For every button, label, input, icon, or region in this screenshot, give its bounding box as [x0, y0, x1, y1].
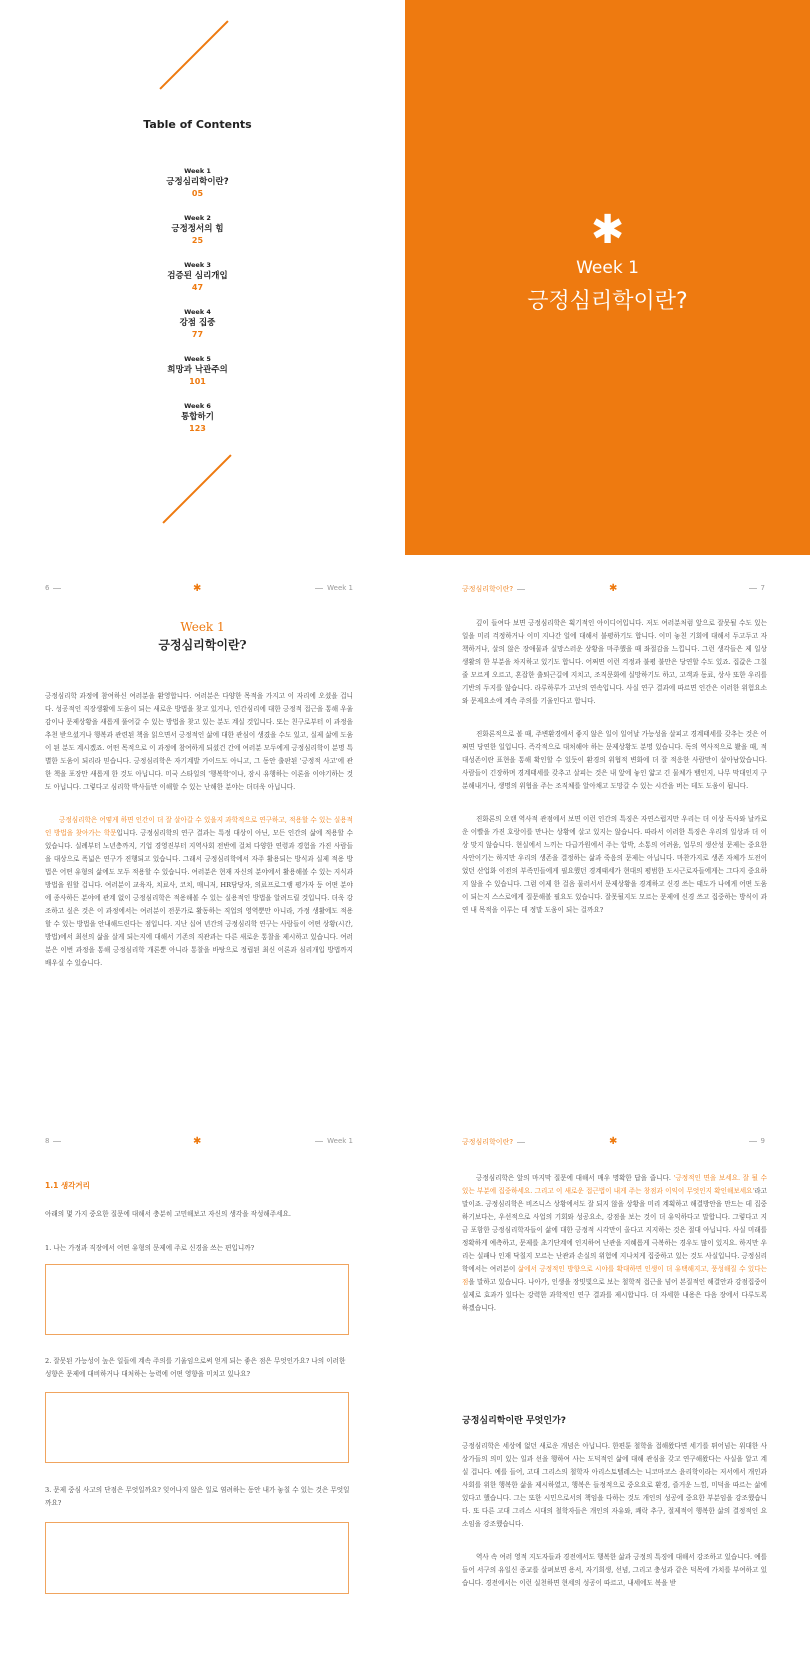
- highlighted-text: 긍정심리학은 어떻게 하면 인간이 더 잘 살아갈 수 있을지 과학적으로 연구하고, 적용할 수 있는 실용적인 방법을 찾아가는 학문: [45, 816, 353, 837]
- toc-week-label: Week 1: [184, 167, 211, 175]
- toc-entry-week-3[interactable]: [0, 261, 395, 308]
- answer-box-2[interactable]: [45, 1392, 349, 1463]
- running-header-label: Week 1: [311, 584, 353, 592]
- toc-page: [0, 0, 405, 555]
- cover-week-label: Week 1: [576, 258, 639, 278]
- chapter-title: 긍정심리학이란?: [158, 638, 247, 652]
- page-number: 6: [45, 584, 65, 592]
- paragraph: 긍정심리학 과정에 참여하신 여러분을 환영합니다. 여러분은 다양한 목적을 가지고 이 자리에 오셨을 겁니다. 성공적인 직장생활에 도움이 되는 새로운 방법을 찾고 있거나, 인간심리에 대한 긍정적 접근을 통해 우울감이나 문제상황을 새롭게 풀어갈 수 있는 방법을 찾고 있는 분도 계실 것입니다. 또는 친구로부터 이 과정을 추천 받으셨거나 행복과 관련된 책을 읽으면서 긍정적인 삶에 대한 관심이 생겼을 수도 있고, 실제 삶에 도움이 된 분도 계시겠죠. 어떤 목적으로 이 과정에 참여하게 되셨건 간에 여러분 모두에게 긍정심리학이 분명 특별한 도움이 되리라 믿습니다. 긍정심리학은 자기계발 가이드도 아니고, 그 동안 출판된 '긍정적 사고'에 관한 책을 포장만 새롭게 한 것도 아닙니다. 미국 스타일의 '행복학'이나, 잠시 유행하는 이론을 이야기하는 것도 아닙니다. 그렇다고 심리학 박사들만 이해할 수 있는 난해한 분야는 더더욱 아닙니다.: [45, 692, 353, 791]
- toc-page-number: 47: [191, 283, 204, 292]
- toc-week-label: Week 4: [184, 308, 211, 316]
- toc-entry-week-1[interactable]: [0, 167, 395, 214]
- chapter-cover-page: [405, 0, 810, 555]
- toc-week-title: 희망과 낙관주의: [167, 365, 228, 375]
- running-header-label: 긍정심리학이란?: [462, 1137, 529, 1147]
- toc-entry-week-6[interactable]: [0, 402, 395, 449]
- page-number: 7: [745, 584, 765, 592]
- section-heading: 긍정심리학이란 무엇인가?: [462, 1416, 566, 1426]
- asterisk-icon: ✱: [609, 1136, 618, 1147]
- page-number: 9: [745, 1137, 765, 1145]
- toc-week-title: 검증된 심리개입: [167, 271, 228, 281]
- worksheet-heading: 1.1 생각거리: [45, 1181, 90, 1190]
- asterisk-icon: ✱: [193, 583, 202, 594]
- toc-entry-week-4[interactable]: [0, 308, 395, 355]
- asterisk-icon: ✱: [609, 583, 618, 594]
- worksheet-intro: 아래의 몇 가지 중요한 질문에 대해서 충분히 고민해보고 자신의 생각을 작성해주세요.: [45, 1210, 291, 1218]
- toc-page-number: 101: [189, 377, 206, 386]
- toc-week-title: 긍정정서의 힘: [171, 224, 224, 234]
- worksheet-question-1: 1. 나는 가정과 직장에서 어떤 유형의 문제에 주로 신경을 쓰는 편입니까?: [45, 1244, 255, 1252]
- asterisk-icon: ✱: [590, 207, 625, 253]
- toc-week-title: 통합하기: [181, 412, 214, 422]
- highlighted-text: 삶에서 긍정적인 방향으로 시야를 확대하면 인생이 더 유택해지고, 풍성해질 수 있다는 점: [462, 1265, 767, 1286]
- decorative-diagonal-line-top: [159, 20, 228, 89]
- toc-page-number: 05: [191, 189, 204, 198]
- paragraph: 긍정심리학은 앞의 마지막 질문에 대해서 매우 명확한 답을 줍니다. '긍정적인 면을 보세요. 잘 될 수 있는 부분에 집중하세요. 그리고 이 새로운 접근법이 내게 주는 창점과 이익이 무엇인지 확인해보세요'라고 말이죠. 긍정심리학은 비즈니스 상황에서도 잘 되지 않을 상황을 미리 계획하고 해결방안을 만드는 데 집중하기보다는, 우선적으로 사업의 기회와 성공요소, 강점을 보는 것이 더 유익하다고 말합니다. 그렇다고 지금 포함한 긍정심리학자들이 삶에 대한 긍정적 시각만이 올다고 지지하는 것은 절대 아닙니다. 사실 미래를 정확하게 예측하고, 문제를 초기단계에 인지하여 난관을 지혜롭게 극복하는 경우도 많이 있지요. 하지만 우리는 실패나 인재 닥칠지 모르는 난관과 손실의 위험에 지나치게 집중하고 있는 것도 사실입니다. 긍정심리학에서는 여러분이 삶에서 긍정적인 방향으로 시야를 확대하면 인생이 더 유택해지고, 풍성해질 수 있다는 점을 말하고 있습니다. 나아가, 인생을 장밋빛으로 보는 철학적 접근을 넘어 본질적인 해결안과 강점집중이 실제로 효과가 있다는 강력한 과학적인 연구 결과를 제시합니다. 더 자세한 내용은 다음 장에서 다루도록 하겠습니다.: [462, 1174, 768, 1312]
- highlighted-text: '긍정적인 면을 보세요. 잘 될 수 있는 부분에 집중하세요. 그리고 이 새로운 접근법이 내게 주는 창점과 이익이 무엇인지 확인해보세요': [462, 1174, 768, 1195]
- chapter-heading: [0, 620, 405, 653]
- worksheet-question-3: 3. 문제 중심 사고의 단점은 무엇일까요? 잊어나지 않은 일로 염려하는 동안 내가 놓칠 수 있는 것은 무엇일까요?: [45, 1486, 350, 1507]
- toc-entry-week-5[interactable]: [0, 355, 395, 402]
- toc-week-label: Week 2: [184, 214, 211, 222]
- running-header-label: 긍정심리학이란?: [462, 584, 529, 594]
- running-header-p9: [405, 1137, 810, 1149]
- paragraph: 진화론의 오랜 역사적 관점에서 보면 이런 인간의 특징은 자연스럽지만 우리는 더 이상 독사와 날카로운 이빨을 가진 호랑이를 만나는 상황에 살고 있지는 않습니다. 따라서 이러한 특징은 우리의 일상과 더 이상 맞지 않습니다. 현실에서 느끼는 다급가원에서 주는 압박, 소통의 어려움, 업무의 생산성 문제는 중요한 사안이기는 하지만 우리의 생존을 결정하는 삶과 죽음의 문제는 아닙니다. 마찬가지로 생존 자체가 도전이었던 산업화 이전의 부족민들에게 필요했던 경계태세가 현대의 평범한 도시근로자들에게는 그다지 중요하지 않을 수 있습니다. 그럼 이제 한 걸음 물러서서 문제상황을 경계하고 신경 쓰는 태도가 나에게 어떤 도움이 되는지 스스로에게 질문해볼 필요도 있습니다. 잘못될지도 모르는 문제에 신경 쓰고 집중하는 방식이 과연 내 목적을 이루는 데 정말 도움이 되는 걸까요?: [462, 815, 767, 914]
- body-text-p7: [462, 617, 767, 937]
- toc-week-title: 긍정심리학이란?: [166, 177, 229, 187]
- toc-heading: Table of Contents: [143, 118, 252, 131]
- running-header-p8: [0, 1137, 405, 1149]
- running-header-p6: [0, 584, 405, 596]
- toc-week-label: Week 3: [184, 261, 211, 269]
- body-text-p9: [462, 1172, 767, 1335]
- toc-page-number: 77: [191, 330, 204, 339]
- page-number: 8: [45, 1137, 65, 1145]
- running-header-p7: [405, 584, 810, 596]
- body-text-p6: [45, 690, 353, 990]
- paragraph: 역사 속 여러 영적 지도자들과 경전에서도 행복한 삶과 긍정의 특징에 대해서 강조하고 있습니다. 예를 들어 서구의 유일신 종교를 살펴보면 용서, 자기희생, 선념, 그리고 충성과 같은 덕목에 가치를 부여하고 있습니다. 경전에서는 이런 실천하면 현세의 성공이 따르고, 내세에도 복을 받: [462, 1553, 767, 1587]
- cover-chapter-title: 긍정심리학이란?: [527, 289, 688, 314]
- asterisk-icon: ✱: [193, 1136, 202, 1147]
- answer-box-1[interactable]: [45, 1264, 349, 1335]
- answer-box-3[interactable]: [45, 1522, 349, 1594]
- chapter-week-label: Week 1: [180, 620, 225, 634]
- body-text-p9-section: [462, 1440, 767, 1610]
- toc-week-label: Week 6: [184, 402, 211, 410]
- toc-entry-week-2[interactable]: [0, 214, 395, 261]
- toc-week-title: 강점 집중: [179, 318, 216, 328]
- toc-page-number: 123: [189, 424, 206, 433]
- decorative-diagonal-line-bottom: [162, 454, 231, 523]
- paragraph: 진화론적으로 볼 때, 주변환경에서 좋지 않은 일이 일어날 가능성을 살피고 경계태세를 갖추는 것은 어쩌면 당연한 일입니다. 즉각적으로 대처해야 하는 문제상황도 분명 있습니다. 독의 역사적으로 봤을 때, 적대성존이란 표현을 통해 확인할 수 있듯이 환경의 위협적 변화에 더 잘 적응한 사람만이 살아남았습니다. 사람들이 긴장하며 경계태세를 갖추고 살피는 것은 내 앞에 놓인 얇고 긴 물체가 뱀인지, 나무 막대인지 구분해내거나, 생명의 위협을 주는 조직체를 알아채고 도망갈 수 있는 시간을 버는 데도 도움이 됩니다.: [462, 730, 767, 790]
- paragraph: 긍정심리학은 세상에 없던 새로운 개념은 아닙니다. 한편툰 철학을 접해왔다면 세기를 뛰어넘는 위대한 사상가들의 의미 있는 일과 선을 행하여 사는 도덕적인 삶에 대해 관심을 갖고 연구해왔다는 사실을 알고 계실 겁니다. 예를 들어, 고대 그리스의 철학자 아리스토텔레스는 니코마코스 윤리학이라는 저서에서 개인과 사회를 위한 행복한 삶을 제시하였고, 행복은 들정적으로 중요요로 환경, 즐거운 느낌, 미덕을 따르는 삶에 있다고 했습니다. 그는 또한 시민으로서의 책임을 다하는 것도 개인의 성공에 중요한 부분임을 강조했습니다. 또 다른 고대 그리스 시대의 철학자들은 개인의 자유와, 쾌락 추구, 절제적이 행복한 삶의 결정적인 요소임을 강조했습니다.: [462, 1442, 767, 1528]
- paragraph: 깊이 들여다 보면 긍정심리학은 획기적인 아이디어입니다. 저도 여러분처럼 앞으로 잘못될 수도 있는 일을 미리 걱정하거나 이미 지나간 일에 대해서 불평하기도 합니다. 이미 놓친 기회에 대해서 두고두고 자책하거나, 살의 않은 장애물과 실망스러운 상황을 마주했을 때 좌절감을 느낍니다. 그런 생각들은 제 일상생활의 한 부분을 차지하고 있기도 합니다. 어쩌면 이런 걱정과 불평 불만은 당연할 수도 있죠. 집값은 그칠 줄 모르게 오르고, 혼잡한 출퇴근길에 지치고, 조직문화에 실망하기도 하고, 고객과 동료, 상사 또한 우리를 기반의 두지를 않습니다. 라루하루가 고난의 연속입니다. 사실 연구 결과에 따르면 인간은 이러한 위험요소와 문제요소에 계속 주의를 기울인다고 합니다.: [462, 619, 767, 705]
- running-header-label: Week 1: [311, 1137, 353, 1145]
- worksheet-question-2: 2. 잘못된 가능성이 높은 일들에 계속 주의를 기울임으로써 얻게 되는 좋은 점은 무엇인가요? 나의 이러한 성향은 문제에 대비하거나 대처하는 능력에 어떤 영향을 미치고 있나요?: [45, 1357, 346, 1378]
- toc-page-number: 25: [191, 236, 204, 245]
- toc-list: [0, 167, 395, 449]
- toc-week-label: Week 5: [184, 355, 211, 363]
- paragraph: 긍정심리학은 어떻게 하면 인간이 더 잘 살아갈 수 있을지 과학적으로 연구하고, 적용할 수 있는 실용적인 방법을 찾아가는 학문입니다. 긍정심리학의 연구 결과는 특정 대상이 아닌, 모든 인간의 삶에 적용할 수 있습니다. 실례부터 노년층까지, 기업 경영진부터 지역사회 전반에 걸쳐 다양한 연령과 경험을 가진 사람들을 대상으로 폭넓은 연구가 진행되고 있습니다. 그래서 긍정심리학에서 자주 활용되는 방식과 실제 적용 방법은 어떤 유형의 삶에도 모두 적용할 수 있습니다. 여러분은 현재 자신의 분야에서 활용해볼 수 있는 지식과 방법을 원할 겁니다. 여러분이 교육자, 치료사, 코치, 매니저, HR담당자, 의료프로그램 평가자 등 어떤 분야에 종사하든 분야에 관계 없이 긍정심리학은 적용해볼 수 있는 실용적인 방법을 알려드릴 것입니다. 더욱 강조하고 싶은 것은 이 과정에서는 여러분이 전문가로 활동하는 직업의 영역뿐만 아니라, 가정 생활에도 적용할 수 있는 방법을 안내해드린다는 점입니다. 지난 십여 년간의 긍정심리학 연구는 사람들이 어떤 상황(시간, 방법)에서 최선의 삶을 살게 되는지에 대해서 기존의 직관과는 다른 새로운 통찰을 제시하고 있습니다. 여러분은 이번 과정을 통해 긍정심리학 개론뿐 아니라 통찰을 바탕으로 정립된 최신 이론과 심리개입 방법까지 배우실 수 있습니다.: [45, 816, 354, 967]
